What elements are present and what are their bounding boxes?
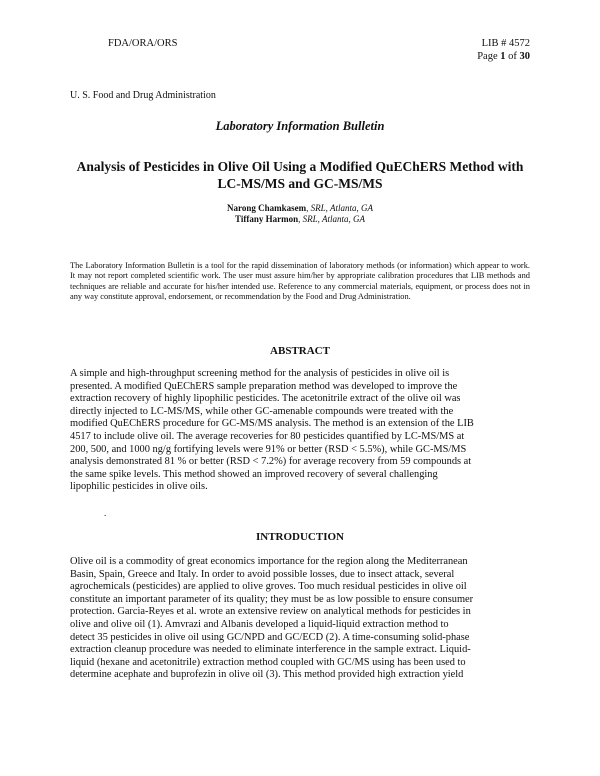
abstract-line: lipophilic pesticides in olive oils.	[70, 481, 208, 493]
introduction-line: detect 35 pesticides in olive oil using GC/NPD and GC/ECD (2). A time-consuming solid-phase	[70, 631, 470, 643]
disclaimer: The Laboratory Information Bulletin is a tool for the rapid dissemination of laboratory methods (or information) which appear to work. It may not report completed scientific work. The user must assure him/her by appropriate calibration procedures that LIB methods and techniques are reliable and accurate for his/her intended use. Reference to any commercial materials, equipment, or process does not in any way constitute approval, endorsement, or recommendation by the Food and Drug Administration.	[70, 261, 530, 302]
abstract-line: the same spike levels. This method showed an improved recovery of several challenging	[70, 468, 438, 480]
page-prefix: Page	[477, 51, 501, 62]
abstract-body	[70, 368, 530, 494]
author-affiliation: SRL, Atlanta, GA	[310, 203, 373, 213]
introduction-line: Basin, Spain, Greece and Italy. In order to avoid possible losses, due to insect attack, several	[70, 568, 455, 580]
author-name: Narong Chamkasem	[227, 203, 307, 213]
introduction-body	[70, 556, 530, 682]
introduction-line: protection. Garcia-Reyes et al. wrote an extensive review on analytical methods for pesticides in	[70, 606, 471, 618]
abstract-line: 200, 500, and 1000 ng/g fortifying levels were 91% or better (RSD < 5.5%), while GC-MS/MS	[70, 443, 467, 455]
bulletin-title: Laboratory Information Bulletin	[215, 119, 385, 133]
abstract-line: presented. A modified QuEChERS sample preparation method was developed to improve the	[70, 380, 458, 392]
introduction-line: determine acephate and buprofezin in olive oil (3). This method provided high extraction yield	[70, 669, 464, 681]
abstract-line: modified QuEChERS procedure for GC-MS/MS analysis. The method is an extension of the LIB	[70, 418, 474, 430]
introduction-line: constitute an important parameter of its quality; they must be as low possible to ensure consumer	[70, 593, 474, 605]
introduction-line: agrochemicals (pesticides) are applied to olive groves. Too much residual pesticides in olive oil	[70, 581, 467, 593]
author-name: Tiffany Harmon	[235, 214, 299, 224]
header-left: FDA/ORA/ORS	[108, 38, 178, 49]
abstract-heading: ABSTRACT	[270, 345, 330, 357]
abstract-line: extraction recovery of highly lipophilic pesticides. The acetonitrile extract of the olive oil was	[70, 393, 461, 405]
abstract-line: A simple and high-throughput screening method for the analysis of pesticides in olive oil is	[70, 368, 450, 379]
paper-title	[60, 158, 540, 192]
author-line: Tiffany Harmon, SRL, Atlanta, GA	[235, 214, 365, 224]
abstract-line: analysis demonstrated 81 % or better (RSD < 7.2%) for average recovery from 59 compounds at	[70, 456, 472, 468]
abstract-line: 4517 to include olive oil. The average recoveries for 80 pesticides quantified by LC-MS/MS at	[70, 430, 465, 442]
abstract-line: directly injected to LC-MS/MS, while other GC-amenable compounds were treated with the	[70, 405, 454, 417]
introduction-heading: INTRODUCTION	[255, 531, 344, 543]
title-line: Analysis of Pesticides in Olive Oil Using a Modified QuEChERS Method with	[76, 159, 524, 174]
page-indicator	[477, 51, 530, 62]
page-current: 1	[500, 51, 506, 62]
introduction-line: Olive oil is a commodity of great economics importance for the region along the Mediterranean	[70, 556, 468, 567]
title-line: LC-MS/MS and GC-MS/MS	[217, 176, 383, 191]
agency-name: U. S. Food and Drug Administration	[70, 90, 216, 101]
author-affiliation: SRL, Atlanta, GA	[302, 214, 365, 224]
introduction-line: extraction cleanup procedure was needed to eliminate interference in the sample extract. Liquid-	[70, 644, 471, 656]
page-total: 30	[519, 51, 530, 62]
stray-mark: .	[104, 508, 107, 518]
page-of: of	[505, 51, 520, 62]
lib-number: LIB # 4572	[481, 38, 530, 49]
introduction-line: liquid (hexane and acetonitrile) extraction method coupled with GC/MS using has been used to	[70, 656, 466, 668]
author-line: Narong Chamkasem, SRL, Atlanta, GA	[227, 203, 373, 213]
authors	[0, 203, 600, 225]
introduction-line: olive and olive oil (1). Amvrazi and Albanis developed a liquid-liquid extraction method to	[70, 618, 449, 630]
